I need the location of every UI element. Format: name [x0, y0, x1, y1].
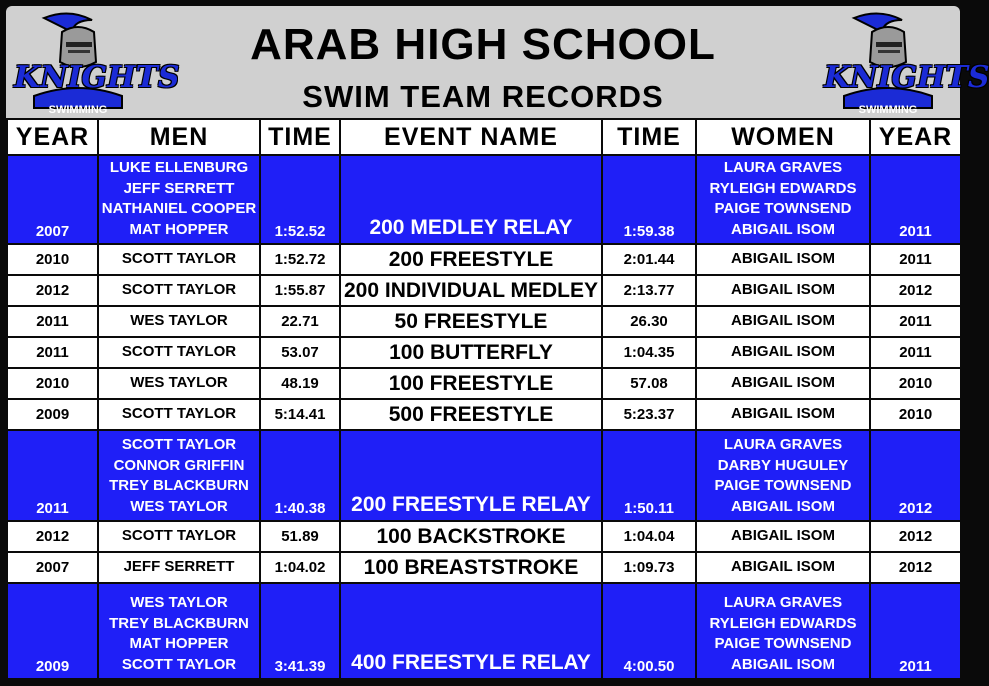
women-names-cell [696, 337, 870, 368]
men-time-cell: 22.71 [260, 306, 340, 337]
women-year-cell: 2011 [870, 337, 961, 368]
women-time-cell: 1:04.04 [602, 521, 696, 552]
swimmer-name: CONNOR GRIFFIN [113, 456, 245, 474]
men-names-cell [98, 583, 260, 679]
men-time-cell: 5:14.41 [260, 399, 340, 430]
swimmer-name: ABIGAIL ISOM [731, 497, 835, 515]
swimmer-name: NATHANIEL COOPER [101, 200, 257, 217]
men-time-cell: 1:55.87 [260, 275, 340, 306]
men-time-cell: 1:52.72 [260, 244, 340, 275]
swimmer-name: JEFF SERRETT [123, 179, 235, 197]
event-name-cell: 50 FREESTYLE [340, 306, 602, 337]
women-year-cell: 2012 [870, 552, 961, 583]
swimmer-name: WES TAYLOR [130, 594, 228, 611]
swimmer-name: ABIGAIL ISOM [731, 343, 835, 361]
table-row [7, 306, 961, 337]
column-header-men: MEN [98, 119, 260, 155]
swimmer-name: TREY BLACKBURN [109, 614, 249, 632]
swimmer-name: SCOTT TAYLOR [121, 343, 237, 361]
women-year-cell: 2012 [870, 275, 961, 306]
men-time-cell: 1:40.38 [260, 430, 340, 521]
swimmer-name: ABIGAIL ISOM [731, 312, 835, 330]
swimmer-name: ABIGAIL ISOM [731, 405, 835, 423]
men-names-cell [98, 244, 260, 275]
logo-wordmark: KNIGHTS [14, 60, 180, 95]
women-names-cell [696, 521, 870, 552]
men-year-cell: 2011 [7, 306, 98, 337]
swimmer-name: ABIGAIL ISOM [731, 527, 835, 545]
swimmer-name: ABIGAIL ISOM [731, 281, 835, 299]
logo-subtext: SWIMMING [858, 104, 918, 116]
swimmer-name: DARBY HUGULEY [717, 456, 849, 474]
men-year-cell: 2007 [7, 552, 98, 583]
swimmer-name: MAT HOPPER [129, 635, 229, 652]
swimmer-name: ABIGAIL ISOM [731, 558, 835, 576]
event-name-cell: 200 FREESTYLE [340, 244, 602, 275]
table-row [7, 155, 961, 244]
men-year-cell: 2007 [7, 155, 98, 244]
swimmer-name: SCOTT TAYLOR [121, 405, 237, 423]
page-title: ARAB HIGH SCHOOL [250, 20, 716, 69]
men-names-cell [98, 552, 260, 583]
swimmer-name: LAURA GRAVES [723, 594, 843, 611]
men-year-cell: 2010 [7, 368, 98, 399]
swimmer-name: SCOTT TAYLOR [121, 655, 237, 673]
records-body [7, 155, 961, 679]
women-names-cell [696, 583, 870, 679]
men-time-cell: 51.89 [260, 521, 340, 552]
page-subtitle: SWIM TEAM RECORDS [302, 79, 664, 114]
logo-subtext: SWIMMING [48, 104, 108, 116]
men-time-cell: 53.07 [260, 337, 340, 368]
women-time-cell: 57.08 [602, 368, 696, 399]
column-header-women: WOMEN [696, 119, 870, 155]
swimmer-name: SCOTT TAYLOR [121, 436, 237, 453]
women-year-cell: 2010 [870, 399, 961, 430]
swimmer-name: LAURA GRAVES [723, 436, 843, 453]
women-names-cell [696, 275, 870, 306]
table-header-row [7, 119, 961, 155]
swimmer-name: JEFF SERRETT [123, 558, 235, 576]
swimmer-name: SCOTT TAYLOR [121, 281, 237, 299]
event-name-cell: 100 FREESTYLE [340, 368, 602, 399]
swimmer-name: SCOTT TAYLOR [121, 527, 237, 545]
swimmer-name: ABIGAIL ISOM [731, 250, 835, 268]
column-header-year-women: YEAR [870, 119, 961, 155]
table-row [7, 337, 961, 368]
event-name-cell: 200 FREESTYLE RELAY [340, 430, 602, 521]
event-name-cell: 200 INDIVIDUAL MEDLEY [340, 275, 602, 306]
records-table [6, 118, 962, 680]
table-row [7, 368, 961, 399]
men-names-cell [98, 521, 260, 552]
men-names-cell [98, 337, 260, 368]
event-name-cell: 100 BUTTERFLY [340, 337, 602, 368]
men-time-cell: 48.19 [260, 368, 340, 399]
women-time-cell: 4:00.50 [602, 583, 696, 679]
swimmer-name: MAT HOPPER [129, 220, 229, 238]
swimmer-name: PAIGE TOWNSEND [714, 477, 852, 494]
swimmer-name: LAURA GRAVES [723, 159, 843, 176]
table-row [7, 583, 961, 679]
women-year-cell: 2012 [870, 430, 961, 521]
table-row [7, 521, 961, 552]
men-names-cell [98, 275, 260, 306]
knights-logo-right [824, 10, 989, 118]
event-name-cell: 200 MEDLEY RELAY [340, 155, 602, 244]
swimmer-name: ABIGAIL ISOM [731, 220, 835, 238]
event-name-cell: 100 BREASTSTROKE [340, 552, 602, 583]
swimmer-name: PAIGE TOWNSEND [714, 200, 852, 217]
women-names-cell [696, 552, 870, 583]
women-year-cell: 2011 [870, 244, 961, 275]
swimmer-name: PAIGE TOWNSEND [714, 635, 852, 652]
table-row [7, 552, 961, 583]
swimmer-name: ABIGAIL ISOM [731, 655, 835, 673]
column-header-time-women: TIME [602, 119, 696, 155]
men-year-cell: 2011 [7, 430, 98, 521]
swimmer-name: RYLEIGH EDWARDS [709, 179, 857, 197]
men-year-cell: 2009 [7, 583, 98, 679]
men-names-cell [98, 155, 260, 244]
men-time-cell: 1:04.02 [260, 552, 340, 583]
men-year-cell: 2009 [7, 399, 98, 430]
women-names-cell [696, 244, 870, 275]
event-name-cell: 400 FREESTYLE RELAY [340, 583, 602, 679]
women-year-cell: 2010 [870, 368, 961, 399]
swimmer-name: WES TAYLOR [130, 497, 228, 515]
men-names-cell [98, 399, 260, 430]
men-year-cell: 2010 [7, 244, 98, 275]
table-row [7, 430, 961, 521]
men-time-cell: 3:41.39 [260, 583, 340, 679]
header-banner [6, 6, 989, 118]
women-names-cell [696, 368, 870, 399]
swimmer-name: WES TAYLOR [130, 312, 228, 330]
event-name-cell: 500 FREESTYLE [340, 399, 602, 430]
men-year-cell: 2012 [7, 275, 98, 306]
women-year-cell: 2011 [870, 155, 961, 244]
men-year-cell: 2011 [7, 337, 98, 368]
women-year-cell: 2011 [870, 583, 961, 679]
men-names-cell [98, 368, 260, 399]
swimmer-name: TREY BLACKBURN [109, 477, 249, 494]
column-header-event-name: EVENT NAME [340, 119, 602, 155]
column-header-time-men: TIME [260, 119, 340, 155]
table-row [7, 275, 961, 306]
event-name-cell: 100 BACKSTROKE [340, 521, 602, 552]
swimmer-name: ABIGAIL ISOM [731, 374, 835, 392]
women-time-cell: 1:50.11 [602, 430, 696, 521]
table-row [7, 244, 961, 275]
women-names-cell [696, 306, 870, 337]
swimmer-name: SCOTT TAYLOR [121, 250, 237, 268]
swimmer-name: LUKE ELLENBURG [109, 159, 249, 176]
women-names-cell [696, 155, 870, 244]
women-time-cell: 2:13.77 [602, 275, 696, 306]
women-names-cell [696, 430, 870, 521]
men-names-cell [98, 430, 260, 521]
logo-wordmark: KNIGHTS [824, 60, 989, 95]
women-year-cell: 2012 [870, 521, 961, 552]
women-year-cell: 2011 [870, 306, 961, 337]
women-time-cell: 1:09.73 [602, 552, 696, 583]
women-time-cell: 1:59.38 [602, 155, 696, 244]
men-names-cell [98, 306, 260, 337]
women-time-cell: 26.30 [602, 306, 696, 337]
men-year-cell: 2012 [7, 521, 98, 552]
women-time-cell: 1:04.35 [602, 337, 696, 368]
women-names-cell [696, 399, 870, 430]
swimmer-name: WES TAYLOR [130, 374, 228, 392]
table-row [7, 399, 961, 430]
column-header-year-men: YEAR [7, 119, 98, 155]
women-time-cell: 2:01.44 [602, 244, 696, 275]
men-time-cell: 1:52.52 [260, 155, 340, 244]
swimmer-name: RYLEIGH EDWARDS [709, 614, 857, 632]
women-time-cell: 5:23.37 [602, 399, 696, 430]
